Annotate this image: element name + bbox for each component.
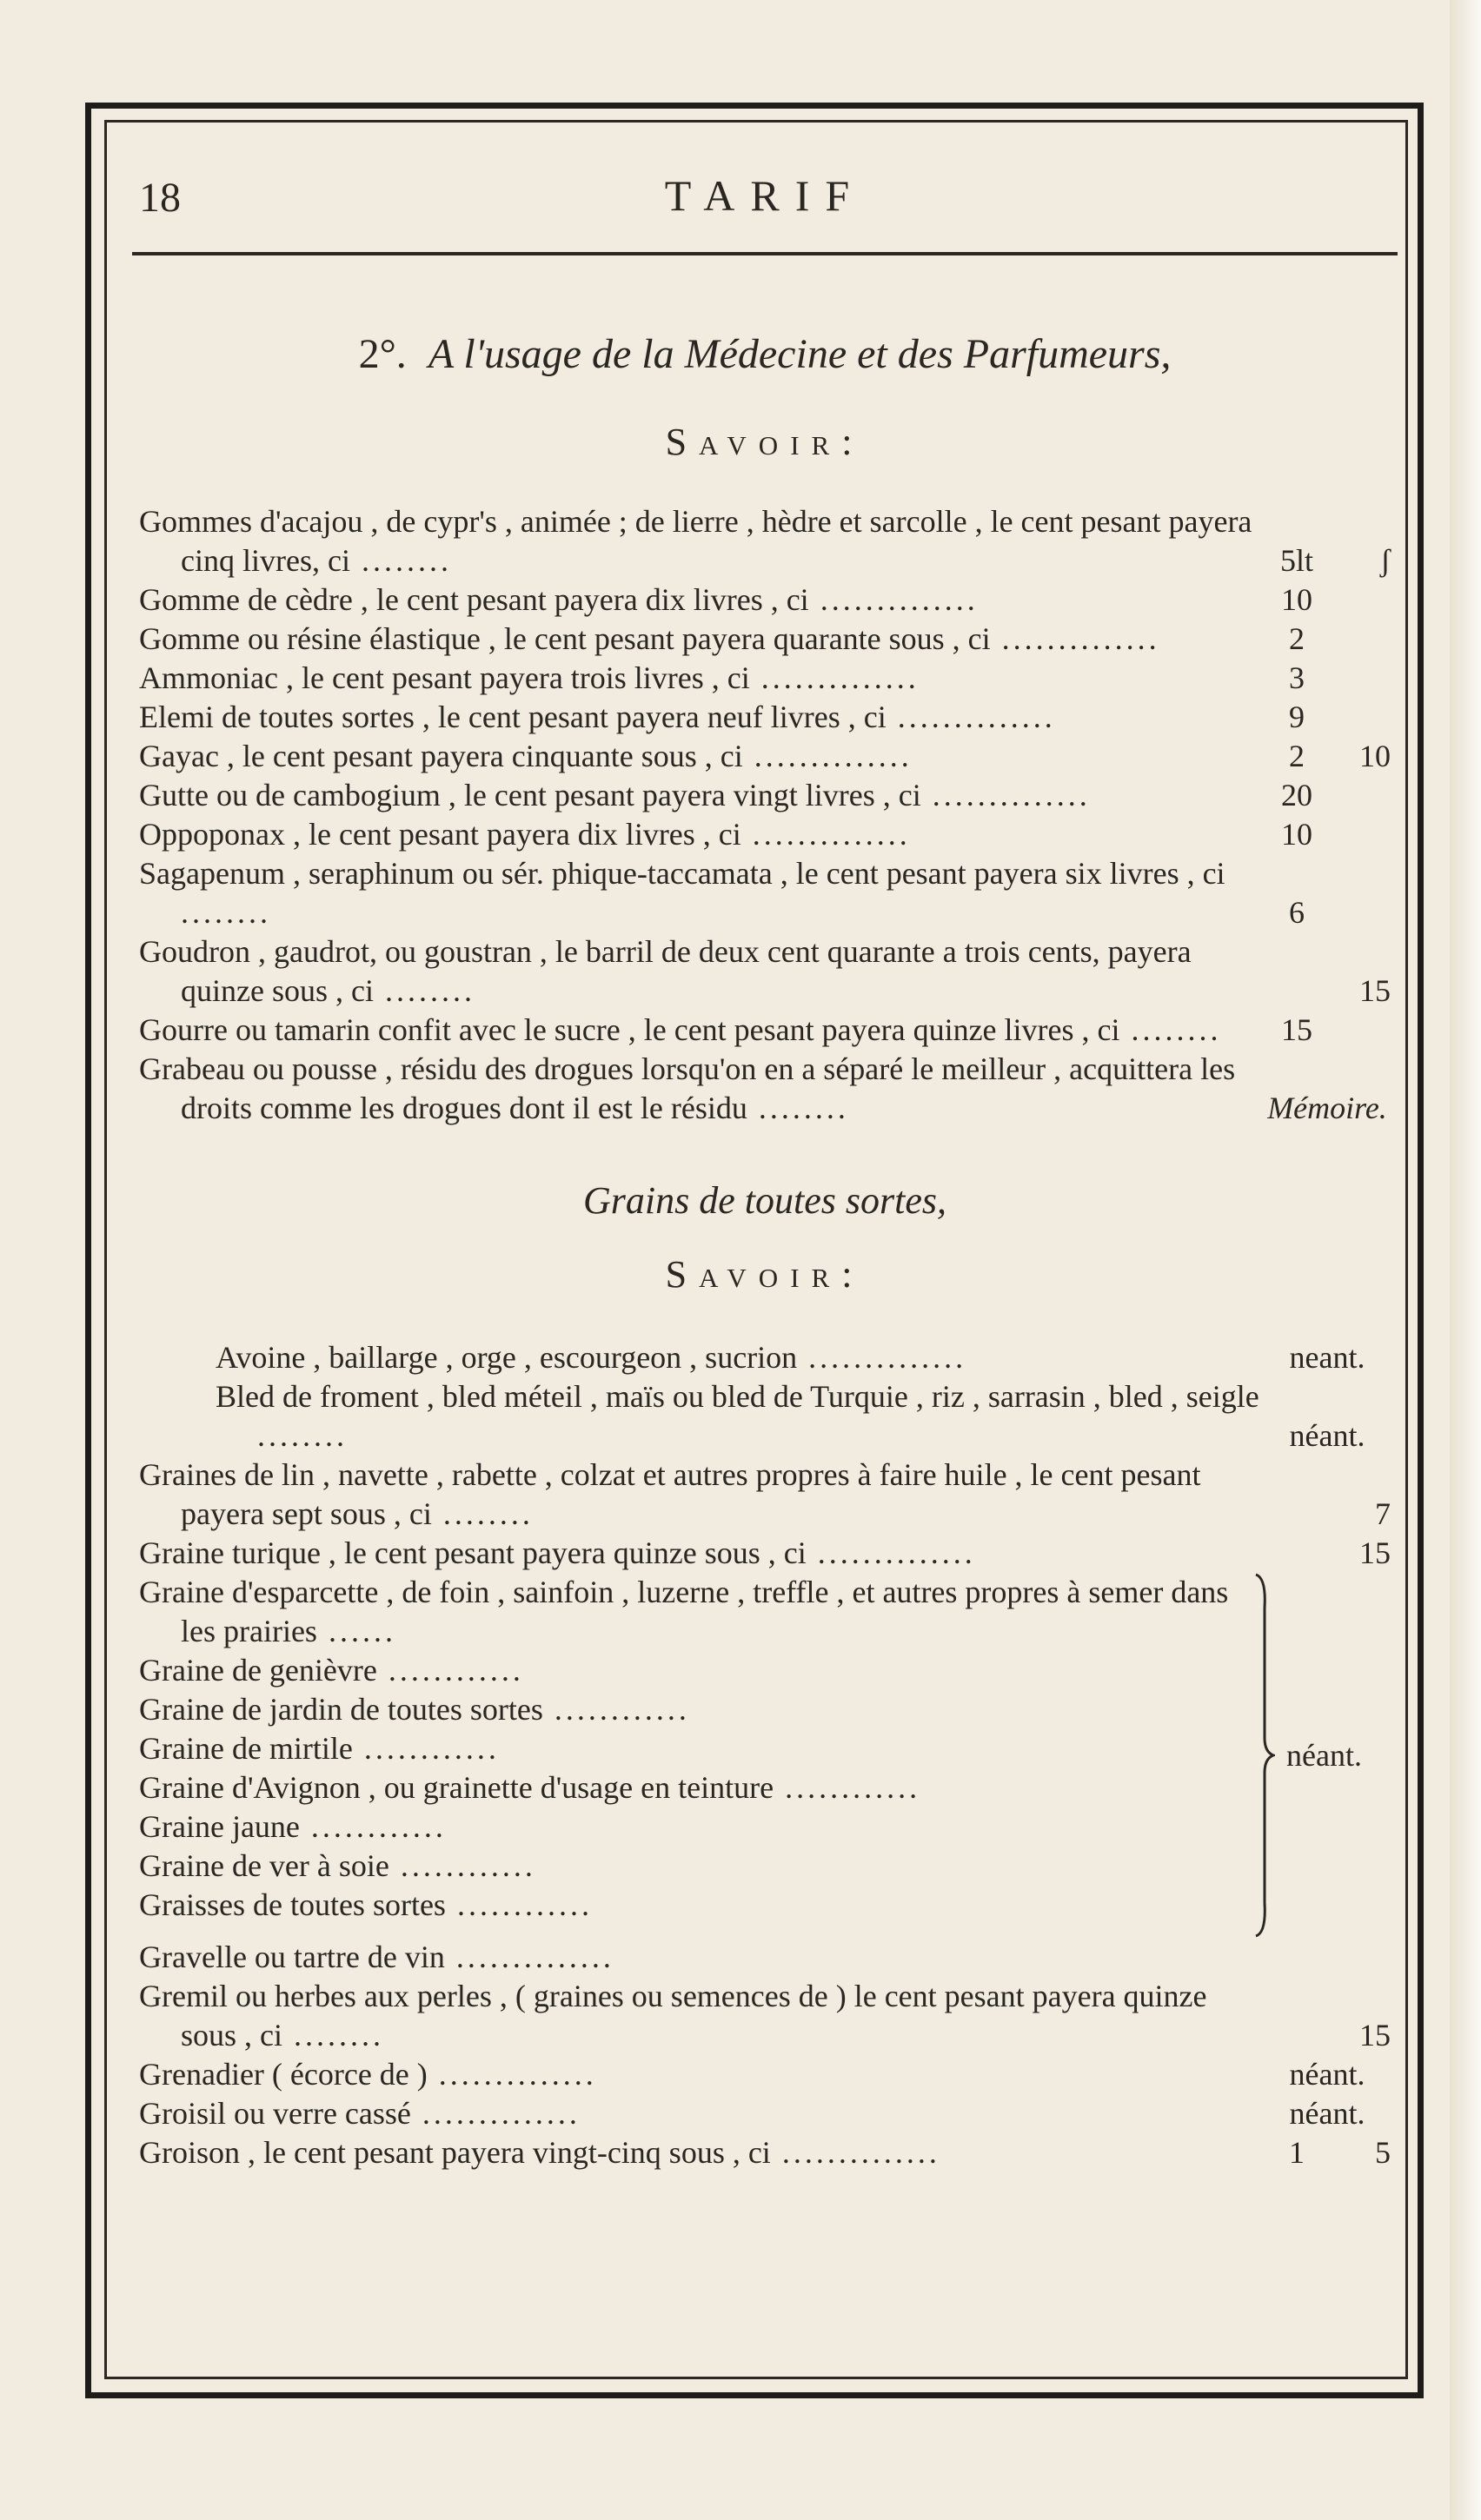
leader-dots: ............ — [352, 1731, 500, 1766]
tariff-entry — [139, 737, 1391, 776]
tariff-entry — [139, 2055, 1391, 2094]
brace-icon — [1246, 1573, 1281, 1938]
entry-text — [139, 1977, 1264, 2055]
page-header — [139, 156, 1391, 252]
entry-label: Gomme de cèdre , le cent pesant payera dix livres , ci — [139, 582, 809, 617]
entry-text — [139, 698, 1264, 737]
entry-label: Gomme ou résine élastique , le cent pesant payera quarante sous , ci — [139, 621, 991, 656]
entry-label: Gayac , le cent pesant payera cinquante sous , ci — [139, 739, 743, 773]
entry-value: néant. — [1289, 2096, 1365, 2131]
entry-label: Bled de froment , bled méteil , maïs ou bled de Turquie , riz , sarrasin , bled , seigle — [216, 1379, 1259, 1414]
entry-text — [139, 1573, 1246, 1651]
leader-dots: .............. — [797, 1340, 967, 1375]
tariff-entry — [216, 1338, 1391, 1377]
tariff-entry — [139, 1011, 1391, 1050]
leader-dots: .............. — [742, 739, 913, 773]
tariff-entry — [139, 698, 1391, 737]
tariff-entry — [139, 1977, 1391, 2055]
tariff-entry — [139, 502, 1391, 580]
entry-text — [139, 1729, 1246, 1768]
leader-dots: ............ — [299, 1809, 447, 1844]
entry-livres: 20 — [1281, 778, 1312, 812]
page-number: 18 — [139, 175, 181, 221]
leader-dots: ........ — [282, 2018, 384, 2052]
entry-label: Gommes d'acajou , de cypr's , animée ; de lierre , hèdre et sarcolle , le cent pesant payera cinq livres, ci — [139, 504, 1252, 578]
leader-dots: .............. — [444, 1940, 614, 1974]
entry-text — [139, 1768, 1246, 1807]
entry-text — [139, 1050, 1264, 1128]
entry-label: Grabeau ou pousse , résidu des drogues lorsqu'on en a séparé le meilleur , acquittera les droits comme les drogues dont il est le résidu — [139, 1051, 1236, 1125]
bracket-item — [139, 1651, 1246, 1690]
entry-sous: ʃ — [1380, 543, 1391, 578]
entry-value: neant. — [1289, 1340, 1365, 1375]
leader-dots: ............ — [542, 1692, 690, 1727]
bracket-item — [139, 1807, 1246, 1847]
entry-text — [139, 1456, 1264, 1534]
entry-label: Sagapenum , seraphinum ou sér. phique-taccamata , le cent pesant payera six livres , ci — [139, 856, 1225, 891]
bracket-items — [139, 1573, 1246, 1938]
leader-dots: .............. — [770, 2135, 940, 2170]
entry-sous: 7 — [1375, 1496, 1391, 1531]
entry-label: Oppoponax , le cent pesant payera dix livres , ci — [139, 817, 741, 852]
leader-dots: ........ — [257, 1418, 348, 1453]
leader-dots: .............. — [808, 582, 979, 617]
leader-dots: ............ — [774, 1770, 921, 1805]
header-rule — [132, 252, 1398, 255]
entry-label: Gremil ou herbes aux perles , ( graines ou semences de ) le cent pesant payera quinze sous , ci — [139, 1979, 1207, 2052]
leader-dots: .............. — [410, 2096, 581, 2131]
leader-dots: ........ — [349, 543, 452, 578]
entry-label: Gutte ou de cambogium , le cent pesant payera vingt livres , ci — [139, 778, 921, 812]
entry-livres: 2 — [1289, 621, 1305, 656]
leader-dots: .............. — [749, 660, 920, 695]
leader-dots: .............. — [740, 817, 911, 852]
tariff-entry — [139, 854, 1391, 932]
leader-dots: .............. — [427, 2057, 597, 2092]
tariff-entry — [139, 1050, 1391, 1128]
entry-livres: 10 — [1281, 817, 1312, 852]
entry-label: Grenadier ( écorce de ) — [139, 2057, 428, 2092]
entry-text — [139, 620, 1264, 659]
entry-livres: 10 — [1281, 582, 1312, 617]
tariff-entry — [139, 932, 1391, 1011]
entry-text — [139, 1651, 1246, 1690]
tariff-entry — [139, 776, 1391, 815]
bracket-item — [139, 1847, 1246, 1886]
entry-label: Graisses de toutes sortes — [139, 1887, 446, 1922]
entry-text — [139, 854, 1264, 932]
entry-text — [139, 815, 1264, 854]
savoir-heading: Savoir: — [665, 421, 865, 463]
leader-dots: ........ — [181, 895, 271, 930]
page-content — [139, 156, 1391, 2172]
bracket-group — [139, 1573, 1391, 1938]
entry-label: Goudron , gaudrot, ou goustran , le barril de deux cent quarante a trois cents, payera quinze sous , ci — [139, 934, 1192, 1008]
tariff-entries — [139, 502, 1391, 1128]
entry-text — [139, 776, 1264, 815]
entry-livres: 9 — [1289, 700, 1305, 734]
leader-dots: ............ — [445, 1887, 593, 1922]
entry-label: Elemi de toutes sortes , le cent pesant payera neuf livres , ci — [139, 700, 887, 734]
entry-sous: 15 — [1359, 973, 1391, 1008]
tariff-entry — [139, 580, 1391, 620]
entry-text — [139, 1886, 1246, 1925]
entry-sous: 10 — [1359, 739, 1391, 773]
grains-title: Grains de toutes sortes, — [583, 1179, 946, 1222]
bracket-item — [139, 1768, 1246, 1807]
leader-dots: ...... — [316, 1614, 396, 1648]
leader-dots: .............. — [990, 621, 1160, 656]
leader-dots: ........ — [1119, 1012, 1222, 1047]
leader-dots: ........ — [747, 1091, 849, 1125]
entry-text — [139, 2133, 1264, 2172]
entry-text — [139, 737, 1264, 776]
entry-sous: 15 — [1359, 1535, 1391, 1570]
leader-dots: .............. — [886, 700, 1056, 734]
entry-label: Groison , le cent pesant payera vingt-cinq sous , ci — [139, 2135, 771, 2170]
entry-label: Graine jaune — [139, 1809, 300, 1844]
entry-label: Graine d'esparcette , de foin , sainfoin , luzerne , treffle , et autres propres à semer dans les prairies — [139, 1575, 1229, 1648]
entry-label: Gravelle ou tartre de vin — [139, 1940, 445, 1974]
leader-dots: ............ — [376, 1653, 524, 1688]
entry-text — [139, 580, 1264, 620]
entry-label: Graine d'Avignon , ou grainette d'usage en teinture — [139, 1770, 774, 1805]
bracket-item — [139, 1729, 1246, 1768]
running-head: TARIF — [664, 171, 866, 220]
tariff-entry — [139, 2094, 1391, 2133]
tariff-entry — [139, 815, 1391, 854]
entry-text — [139, 1938, 1264, 1977]
entry-text — [139, 1011, 1264, 1050]
entry-livres: 3 — [1289, 660, 1305, 695]
page-edge — [1450, 0, 1481, 2520]
tariff-entry — [139, 659, 1391, 698]
entry-label: Graine de mirtile — [139, 1731, 353, 1766]
bracket-item — [139, 1886, 1246, 1925]
leader-dots: ........ — [373, 973, 475, 1008]
bracket-item — [139, 1690, 1246, 1729]
entry-text — [139, 502, 1264, 580]
bracket-value: néant. — [1286, 1737, 1362, 1773]
entry-text — [139, 2094, 1264, 2133]
leader-dots: ............ — [389, 1848, 536, 1883]
section-heading: A l'usage de la Médecine et des Parfumeurs, — [428, 331, 1172, 377]
entry-text — [139, 2055, 1264, 2094]
entry-label: Graine de ver à soie — [139, 1848, 389, 1883]
tariff-entry — [139, 1938, 1391, 1977]
tariff-entry — [139, 620, 1391, 659]
tariff-entry — [139, 1456, 1391, 1534]
entry-sous: 5 — [1375, 2135, 1391, 2170]
entry-text — [216, 1338, 1264, 1377]
tariff-entry — [216, 1377, 1391, 1456]
entry-text — [139, 659, 1264, 698]
entry-text — [139, 932, 1264, 1011]
entry-sous: 15 — [1359, 2018, 1391, 2052]
entry-label: Graines de lin , navette , rabette , colzat et autres propres à faire huile , le cent pesant payera sept sous , ci — [139, 1457, 1201, 1531]
leader-dots: .............. — [806, 1535, 976, 1570]
entry-label: Groisil ou verre cassé — [139, 2096, 411, 2131]
entry-livres: 1 — [1289, 2135, 1305, 2170]
entry-livres: 15 — [1281, 1012, 1312, 1047]
section-number: 2°. — [358, 331, 407, 377]
entry-label: Graine de jardin de toutes sortes — [139, 1692, 543, 1727]
grains-entries-second — [139, 1456, 1391, 1573]
entry-label: Avoine , baillarge , orge , escourgeon , sucrion — [216, 1340, 798, 1375]
tariff-entry — [139, 2133, 1391, 2172]
entry-value: néant. — [1289, 1418, 1365, 1453]
entry-text — [216, 1377, 1264, 1456]
grains-savoir-heading: Savoir: — [665, 1253, 865, 1296]
entry-label: Gourre ou tamarin confit avec le sucre , le cent pesant payera quinze livres , ci — [139, 1012, 1120, 1047]
entry-text — [139, 1847, 1246, 1886]
entry-value: néant. — [1289, 2057, 1365, 2092]
entry-label: Graine de genièvre — [139, 1653, 377, 1688]
entry-value: Mémoire. — [1267, 1091, 1387, 1125]
entry-label: Ammoniac , le cent pesant payera trois livres , ci — [139, 660, 750, 695]
entry-text — [139, 1690, 1246, 1729]
entry-text — [139, 1807, 1246, 1847]
entry-livres: 2 — [1289, 739, 1305, 773]
entry-label: Graine turique , le cent pesant payera quinze sous , ci — [139, 1535, 807, 1570]
leader-dots: ........ — [431, 1496, 534, 1531]
grains-entries-third — [139, 1938, 1391, 2172]
entry-text — [139, 1534, 1264, 1573]
grains-entries-first — [216, 1338, 1391, 1456]
section-title — [139, 330, 1391, 378]
bracket-item — [139, 1573, 1246, 1651]
leader-dots: .............. — [920, 778, 1091, 812]
tariff-entry — [139, 1534, 1391, 1573]
entry-livres: 6 — [1289, 895, 1305, 930]
entry-livres: 5lt — [1279, 543, 1313, 578]
